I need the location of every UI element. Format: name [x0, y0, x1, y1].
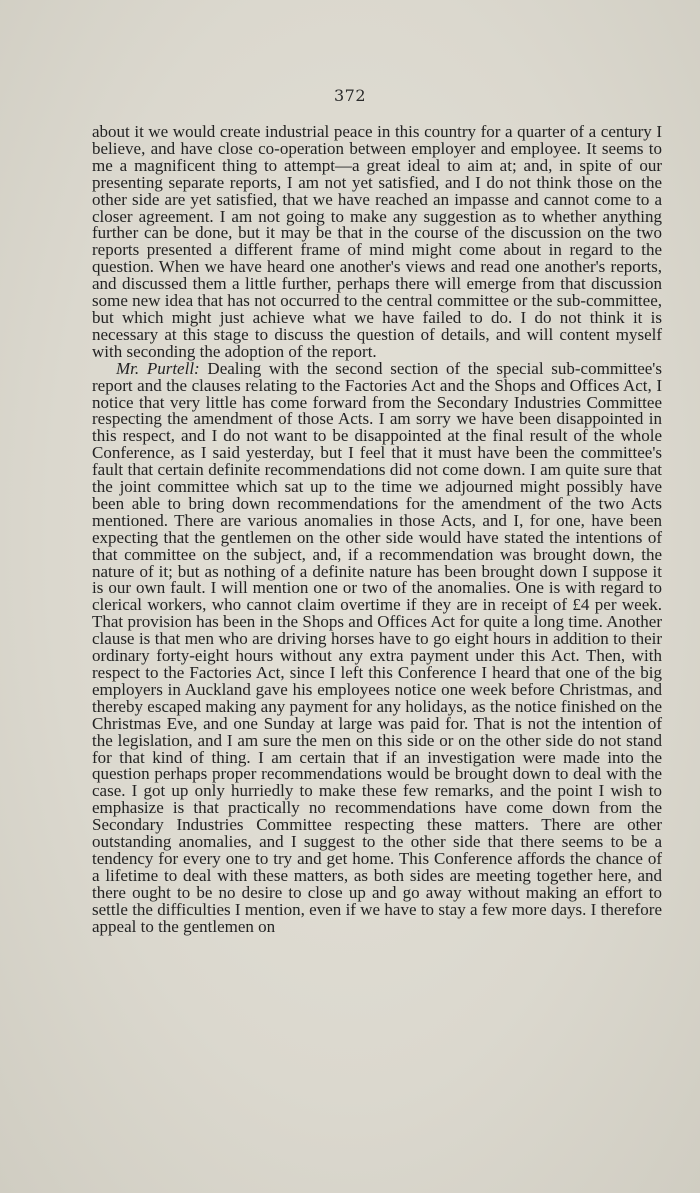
body-text: [92, 124, 662, 936]
page-number: 372: [333, 86, 367, 105]
paragraph-1-text: about it we would create industrial peace in this country for a quarter of a century I believe, and have close co-operation between employer and employee. It seems to me a magnificent thing to attempt—a great ideal to aim at; and, in spite of our presenting separate reports, I am not yet satisfied, and I do not think those on the other side are yet satisfied, that we have reached an impasse and cannot come to a closer agreement. I am not going to make any suggestion as to whether anything further can be done, but it may be that in the course of the discussion on the two reports presented a different frame of mind might come about in regard to the question. When we have heard one another's views and read one another's reports, and discussed them a little further, perhaps there will emerge from that discussion some new idea that has not occurred to the central committee or the sub-committee, but which might just achieve what we have failed to do. I do not think it is necessary at this stage to discuss the question of details, and will content myself with seconding the adoption of the report.: [92, 122, 662, 361]
speaker-name: Mr. Purtell:: [116, 358, 200, 378]
paragraph-1: [92, 124, 662, 361]
paragraph-2-text: Dealing with the second section of the special sub-committee's report and the clauses relating to the Factories Act and the Shops and Offices Act, I notice that very little has come forward from the Secondary Industries Committee respecting the amendment of those Acts. I am sorry we have been disappointed in this respect, and I do not want to be disappointed at the final result of the whole Conference, as I said yesterday, but I feel that it must have been the committee's fault that certain definite recommendations did not come down. I am quite sure that the joint committee which sat up to the time we adjourned might possibly have been able to bring down recommendations for the amendment of the two Acts mentioned. There are various anomalies in those Acts, and I, for one, have been expecting that the gentlemen on the other side would have stated the intentions of that committee on the subject, and, if a recommendation was brought down, the nature of it; but as nothing of a definite nature has been brought down I suppose it is our own fault. I will mention one or two of the anomalies. One is with regard to clerical workers, who cannot claim overtime if they are in receipt of £4 per week. That provision has been in the Shops and Offices Act for quite a long time. Another clause is that men who are driving horses have to go eight hours in addition to their ordinary forty-eight hours without any extra payment under this Act. Then, with respect to the Factories Act, since I left this Conference I heard that one of the big employers in Auckland gave his employees notice one week before Christmas, and thereby escaped making any payment for any holidays, as the notice finished on the Christmas Eve, and one Sunday at large was paid for. That is not the intention of the legislation, and I am sure the men on this side or on the other side do not stand for that kind of thing. I am certain that if an investigation were made into the question perhaps proper recommendations would be brought down to deal with the case. I got up only hurriedly to make these few remarks, and the point I wish to emphasize is that practically no recommendations have come down from the Secondary Industries Committee respecting these matters. There are other outstanding anomalies, and I suggest to the other side that there seems to be a tendency for every one to try and get home. This Conference affords the chance of a lifetime to deal with these matters, as both sides are meeting together here, and there ought to be no desire to close up and go away without making an effort to settle the difficulties I mention, even if we have to stay a few more days. I therefore appeal to the gentlemen on: [92, 358, 662, 936]
paragraph-2: [92, 358, 662, 936]
